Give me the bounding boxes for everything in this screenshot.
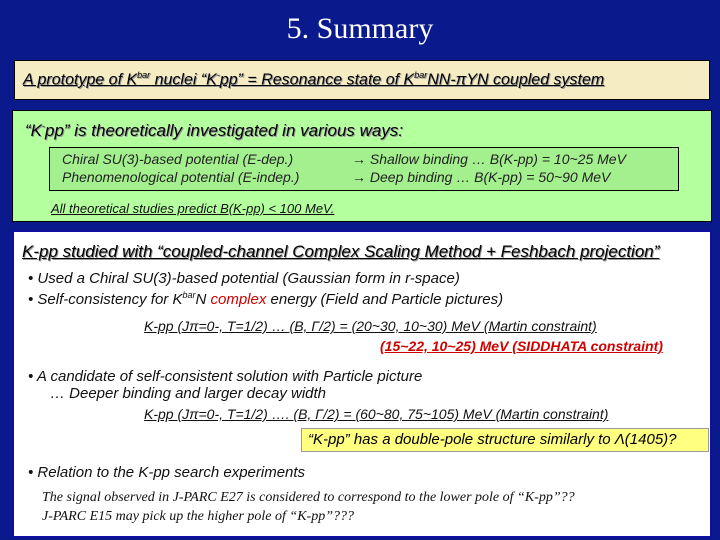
result-siddhata: (15~22, 10~25) MeV (SIDDHATA constraint): [380, 338, 663, 354]
header-box: [14, 60, 710, 100]
bullet-candidate: • A candidate of self-consistent solution with Particle picture: [28, 368, 423, 385]
double-pole-callout: “K-pp” has a double-pole structure similarly to Λ(1405)?: [301, 428, 709, 452]
experiment-e27: The signal observed in J-PARC E27 is considered to correspond to the lower pole of “K-pp”??: [42, 490, 575, 505]
slide-title: 5. Summary: [286, 12, 434, 45]
study-heading: K-pp studied with “coupled-channel Complex Scaling Method + Feshbach projection”: [22, 242, 660, 261]
theory-note: All theoretical studies predict B(K-pp) < 100 MeV.: [51, 201, 335, 216]
theory-intro: “K-pp” is theoretically investigated in various ways:: [25, 121, 404, 140]
approach-row: Chiral SU(3)-based potential (E-dep.) → Shallow binding … B(K-pp) = 10~25 MeV: [62, 151, 626, 167]
approach-row: Phenomenological potential (E-indep.) → Deep binding … B(K-pp) = 50~90 MeV: [62, 169, 611, 185]
study-box: [12, 230, 712, 538]
theory-box: [12, 110, 712, 222]
bullet-self-consistency: • Self-consistency for $K^{bar}N$ complex energy (Field and Particle pictures): [28, 290, 504, 308]
result-deep: K-pp (Jπ=0-, T=1/2) …. (B, Γ/2) = (60~80, 75~105) MeV (Martin constraint): [144, 406, 609, 422]
result-martin: K-pp (Jπ=0-, T=1/2) … (B, Γ/2) = (20~30, 10~30) MeV (Martin constraint): [144, 318, 597, 334]
experiment-e15: J-PARC E15 may pick up the higher pole of “K-pp”???: [42, 509, 354, 524]
approach-table: [49, 147, 679, 191]
bullet-potential: • Used a Chiral SU(3)-based potential (Gaussian form in r-space): [28, 270, 460, 287]
bullet-experiments: • Relation to the K-pp search experiments: [28, 464, 306, 481]
header-line: A prototype of $K^{bar}$ nuclei “K-pp” = Resonance state of $K^{bar}NN$-πYN coupled system: [23, 70, 605, 89]
candidate-detail: … Deeper binding and larger decay width: [50, 385, 326, 402]
